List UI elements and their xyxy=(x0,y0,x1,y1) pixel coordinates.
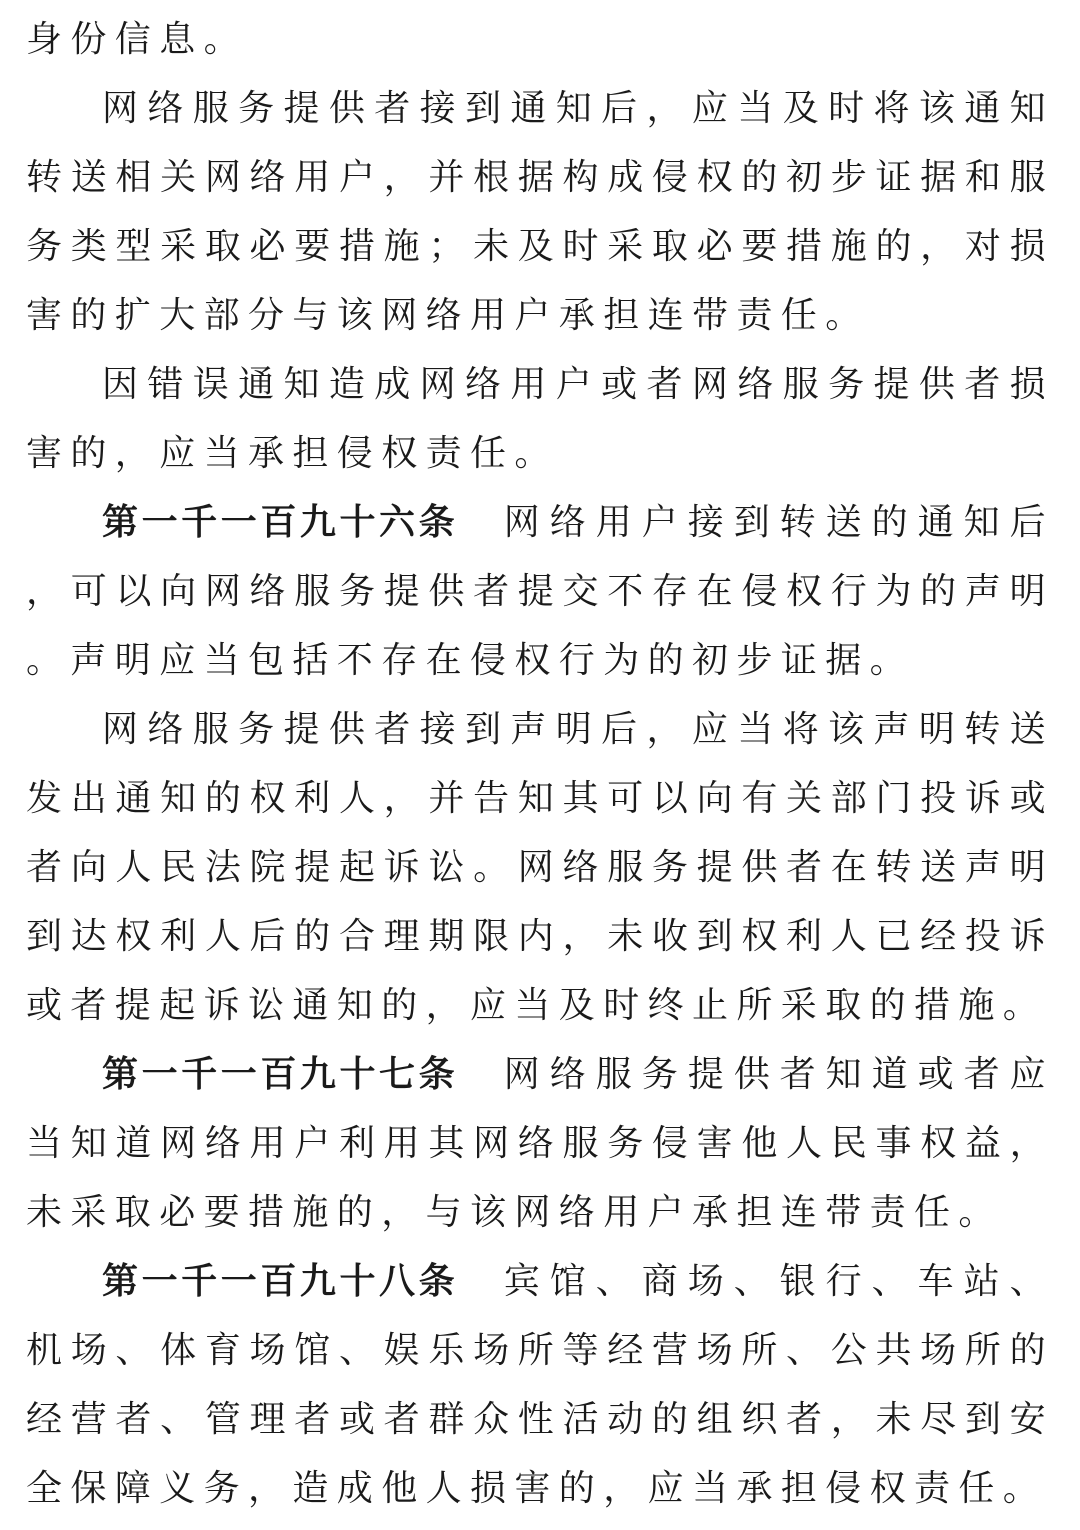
article-title: 第一千一百九十六条 xyxy=(102,502,459,543)
article-text: 宾馆、商场、银行、车站、机场、体育场馆、娱乐场所等经营场所、公共场所的经营者、管理者或者群众性活动的组织者，未尽到安全保障义务，造成他人损害的，应当承担侵权责任。 xyxy=(26,1261,1054,1509)
paragraph-text: 因错误通知造成网络用户或者网络服务提供者损害的，应当承担侵权责任。 xyxy=(26,364,1054,474)
paragraph-text: 网络服务提供者接到声明后，应当将该声明转送发出通知的权利人，并告知其可以向有关部门投诉或者向人民法院提起诉讼。网络服务提供者在转送声明到达权利人后的合理期限内，未收到权利人已经投诉或者提起诉讼通知的，应当及时终止所采取的措施。 xyxy=(26,709,1054,1026)
article-1198 xyxy=(26,1247,1054,1523)
article-1196 xyxy=(26,488,1054,695)
paragraph-text: 身份信息。 xyxy=(26,19,249,60)
article-1197 xyxy=(26,1040,1054,1247)
article-title: 第一千一百九十八条 xyxy=(102,1261,459,1302)
article-title: 第一千一百九十七条 xyxy=(102,1054,459,1095)
paragraph xyxy=(26,350,1054,488)
paragraph xyxy=(26,695,1054,1040)
article-text: 网络服务提供者知道或者应当知道网络用户利用其网络服务侵害他人民事权益，未采取必要措施的，与该网络用户承担连带责任。 xyxy=(26,1054,1054,1233)
document-body xyxy=(26,5,1054,1523)
paragraph-continuation xyxy=(26,5,1054,74)
article-text: 网络用户接到转送的通知后，可以向网络服务提供者提交不存在侵权行为的声明。声明应当包括不存在侵权行为的初步证据。 xyxy=(26,502,1054,681)
paragraph-text: 网络服务提供者接到通知后，应当及时将该通知转送相关网络用户，并根据构成侵权的初步证据和服务类型采取必要措施；未及时采取必要措施的，对损害的扩大部分与该网络用户承担连带责任。 xyxy=(26,88,1054,336)
paragraph xyxy=(26,74,1054,350)
